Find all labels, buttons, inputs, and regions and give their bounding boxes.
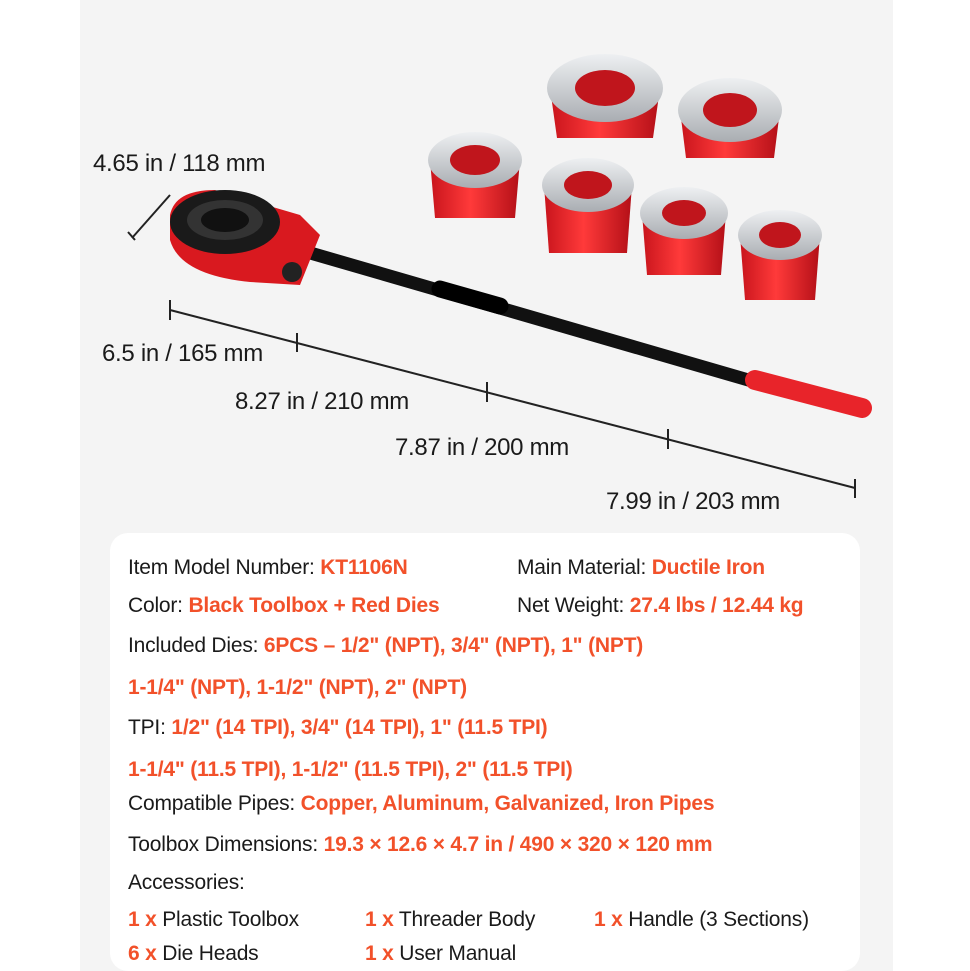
spec-tpi-label: TPI: [128,716,166,739]
spec-dies-line2: 1-1/4" (NPT), 1-1/2" (NPT), 2" (NPT) [128,676,467,699]
spec-color [128,594,439,618]
spec-dies-label: Included Dies: [128,634,259,657]
spec-accessories-label: Accessories: [128,871,245,894]
dim-ratchet-length: 6.5 in / 165 mm [102,340,263,367]
accessory-name: Plastic Toolbox [162,908,299,931]
threading-die-icon [428,54,822,300]
spec-toolbox-label: Toolbox Dimensions: [128,833,318,856]
accessory-item [365,908,535,932]
spec-color-label: Color: [128,594,183,617]
spec-toolbox [128,833,712,857]
spec-tpi-line1: 1/2" (14 TPI), 3/4" (14 TPI), 1" (11.5 TPI) [171,716,548,739]
accessory-item [128,908,299,932]
spec-weight-value: 27.4 lbs / 12.44 kg [629,594,804,617]
accessory-item [594,908,809,932]
spec-material [517,556,765,580]
spec-toolbox-value: 19.3 × 12.6 × 4.7 in / 490 × 320 × 120 mm [323,833,713,856]
accessory-item [365,942,516,966]
spec-color-value: Black Toolbox + Red Dies [188,594,440,617]
spec-model-value: KT1106N [320,556,408,579]
spec-dies [128,634,643,658]
dim-section-1: 8.27 in / 210 mm [235,388,409,415]
accessory-qty: 1 x [365,942,394,965]
spec-tpi-line2: 1-1/4" (11.5 TPI), 1-1/2" (11.5 TPI), 2" (11.5 TPI) [128,758,573,781]
accessory-name: Die Heads [162,942,259,965]
accessory-name: User Manual [399,942,517,965]
dim-section-3: 7.99 in / 203 mm [606,488,780,515]
accessory-name: Threader Body [398,908,536,931]
spec-model [128,556,408,580]
accessory-qty: 1 x [128,908,157,931]
accessory-qty: 1 x [594,908,623,931]
accessory-qty: 6 x [128,942,157,965]
spec-dies-line1: 6PCS – 1/2" (NPT), 3/4" (NPT), 1" (NPT) [263,634,644,657]
dim-ratchet-width: 4.65 in / 118 mm [93,150,266,177]
spec-material-value: Ductile Iron [651,556,765,579]
spec-tpi [128,716,547,740]
spec-pipes-value: Copper, Aluminum, Galvanized, Iron Pipes [300,792,715,815]
accessory-item [128,942,258,966]
spec-pipes [128,792,714,816]
spec-weight [517,594,803,618]
spec-pipes-label: Compatible Pipes: [128,792,296,815]
spec-material-label: Main Material: [517,556,647,579]
accessory-qty: 1 x [365,908,394,931]
dim-section-2: 7.87 in / 200 mm [395,434,569,461]
spec-model-label: Item Model Number: [128,556,315,579]
accessory-name: Handle (3 Sections) [628,908,809,931]
spec-weight-label: Net Weight: [517,594,625,617]
